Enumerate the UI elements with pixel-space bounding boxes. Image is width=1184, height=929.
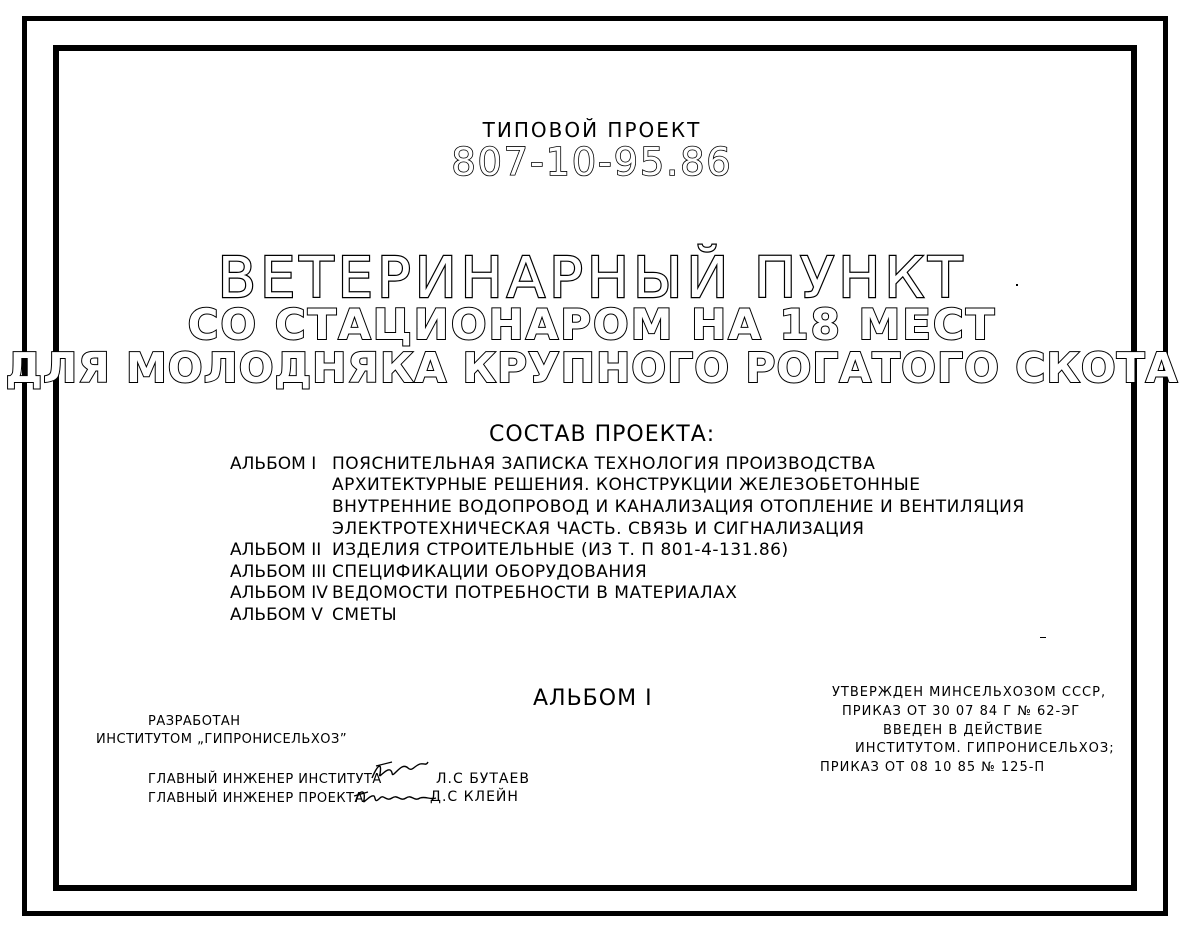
signature-name-1: Л.С БУТАЕВ [436,771,530,787]
album-1-line-1: ПОЯСНИТЕЛЬНАЯ ЗАПИСКА ТЕХНОЛОГИЯ ПРОИЗВОДСТВА [332,454,876,474]
approval-line-2: ПРИКАЗ ОТ 30 07 84 Г № 62-ЭГ [842,704,1081,719]
current-album: АЛЬБОМ I [533,686,653,711]
approval-line-1: УТВЕРЖДЕН МИНСЕЛЬХОЗОМ СССР, [832,685,1107,700]
approval-line-5: ПРИКАЗ ОТ 08 10 85 № 125-П [820,760,1046,775]
signature-role-1: ГЛАВНЫЙ ИНЖЕНЕР ИНСТИТУТА [148,772,382,787]
album-2-line-1: ИЗДЕЛИЯ СТРОИТЕЛЬНЫЕ (ИЗ Т. П 801-4-131.86) [332,540,789,560]
signature-role-2: ГЛАВНЫЙ ИНЖЕНЕР ПРОЕКТА [148,791,364,806]
signature-1-handwritten [368,758,430,784]
approval-line-3: ВВЕДЕН В ДЕЙСТВИЕ [883,723,1044,738]
title-line-2: СО СТАЦИОНАРОМ НА 18 МЕСТ [187,300,997,349]
album-1-line-2: АРХИТЕКТУРНЫЕ РЕШЕНИЯ. КОНСТРУКЦИИ ЖЕЛЕЗОБЕТОННЫЕ [332,475,921,495]
project-type-label: ТИПОВОЙ ПРОЕКТ [482,118,702,142]
ink-dash [1040,637,1046,638]
album-key-3: АЛЬБОМ III [230,562,327,582]
title-line-1: ВЕТЕРИНАРНЫЙ ПУНКТ [217,246,967,311]
developer-line-2: ИНСТИТУТОМ „ГИПРОНИСЕЛЬХОЗ” [96,732,348,747]
contents-heading: СОСТАВ ПРОЕКТА: [489,422,716,447]
album-key-2: АЛЬБОМ II [230,540,322,560]
signature-name-2: Д.С КЛЕЙН [430,789,519,805]
title-line-3: ДЛЯ МОЛОДНЯКА КРУПНОГО РОГАТОГО СКОТА [5,344,1179,392]
album-3-line-1: СПЕЦИФИКАЦИИ ОБОРУДОВАНИЯ [332,562,648,582]
project-number: 807-10-95.86 [451,140,733,184]
album-key-5: АЛЬБОМ V [230,605,323,625]
album-key-1: АЛЬБОМ I [230,454,317,474]
album-1-line-4: ЭЛЕКТРОТЕХНИЧЕСКАЯ ЧАСТЬ. СВЯЗЬ И СИГНАЛИЗАЦИЯ [332,519,865,539]
album-key-4: АЛЬБОМ IV [230,583,328,603]
developer-line-1: РАЗРАБОТАН [148,714,241,729]
signature-2-handwritten [352,786,438,808]
ink-speck [1016,284,1018,286]
approval-line-4: ИНСТИТУТОМ. ГИПРОНИСЕЛЬХОЗ; [855,741,1115,756]
album-4-line-1: ВЕДОМОСТИ ПОТРЕБНОСТИ В МАТЕРИАЛАХ [332,583,738,603]
album-5-line-1: СМЕТЫ [332,605,398,625]
album-1-line-3: ВНУТРЕННИЕ ВОДОПРОВОД И КАНАЛИЗАЦИЯ ОТОПЛЕНИЕ И ВЕНТИЛЯЦИЯ [332,497,1025,517]
